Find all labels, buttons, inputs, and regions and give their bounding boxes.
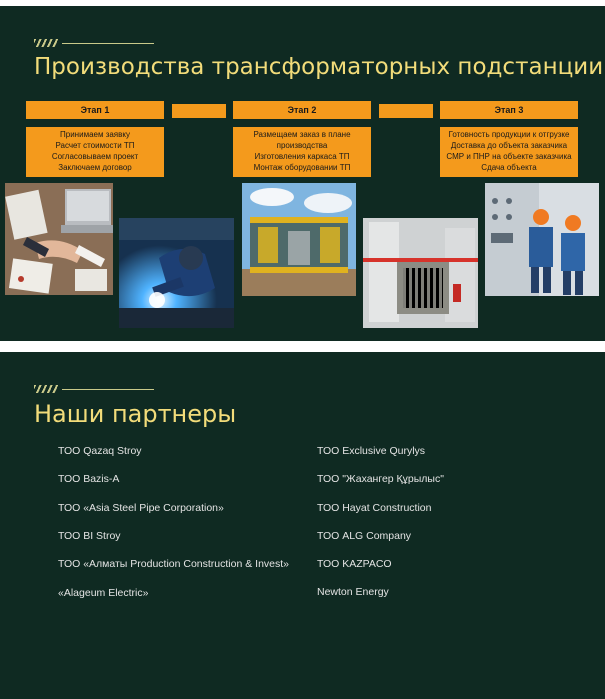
production-slide xyxy=(0,6,605,341)
transformer-photo xyxy=(363,218,478,328)
partner-item: «Alageum Electric» xyxy=(58,587,149,599)
stage-1-line: Расчет стоимости ТП xyxy=(55,141,135,150)
stage-1-header: Этап 1 xyxy=(26,101,164,119)
stage-3-line: Доставка до объекта заказчика xyxy=(450,141,568,150)
connector-bar xyxy=(172,104,226,118)
partner-item: ТОО "Жахангер Құрылыс" xyxy=(317,473,444,485)
partners-slide xyxy=(0,352,605,699)
slide-title: Наши партнеры xyxy=(34,400,237,428)
partner-item: ТОО «Asia Steel Pipe Corporation» xyxy=(58,502,224,514)
stage-3-line: Готовность продукции к отгрузке xyxy=(448,130,570,139)
partner-item: Newton Energy xyxy=(317,586,389,598)
stage-2-line: Размещаем заказ в плане xyxy=(253,130,351,139)
slide-title: Производства трансформаторных подстанции xyxy=(34,54,604,80)
decorative-divider xyxy=(34,385,154,393)
engineers-photo xyxy=(485,183,599,296)
partner-item: ТОО ALG Company xyxy=(317,530,412,542)
partner-item: ТОО Qazaq Stroy xyxy=(58,445,142,457)
decorative-divider xyxy=(34,39,154,47)
partner-item: ТОО Bazis-A xyxy=(58,473,120,485)
welder-photo xyxy=(119,218,234,328)
stage-1-line: Принимаем заявку xyxy=(60,130,130,139)
stage-3-header: Этап 3 xyxy=(440,101,578,119)
stage-2-line: Монтаж оборудовании ТП xyxy=(253,163,351,172)
stage-2-line: Изготовления каркаса ТП xyxy=(254,152,350,161)
stage-2-description xyxy=(233,127,371,177)
stage-1-line: Заключаем договор xyxy=(58,163,132,172)
stage-2-header: Этап 2 xyxy=(233,101,371,119)
stage-3-line: СМР и ПНР на объекте заказчика xyxy=(446,152,572,161)
stage-2-line: производства xyxy=(276,141,328,150)
handshake-photo xyxy=(5,183,113,295)
stage-3-description xyxy=(440,127,578,177)
partner-item: ТОО Exclusive Qurylys xyxy=(317,445,426,457)
partner-item: ТОО KAZPACO xyxy=(317,558,392,570)
stage-1-description xyxy=(26,127,164,177)
partner-item: ТОО «Алматы Production Construction & Invest» xyxy=(58,558,290,570)
partner-item: ТОО Hayat Construction xyxy=(317,502,432,514)
substation-photo xyxy=(242,183,356,296)
partner-item: ТОО BI Stroy xyxy=(58,530,121,542)
stage-3-line: Сдача объекта xyxy=(481,163,537,172)
stage-1-line: Согласовываем проект xyxy=(51,152,139,161)
connector-bar xyxy=(379,104,433,118)
